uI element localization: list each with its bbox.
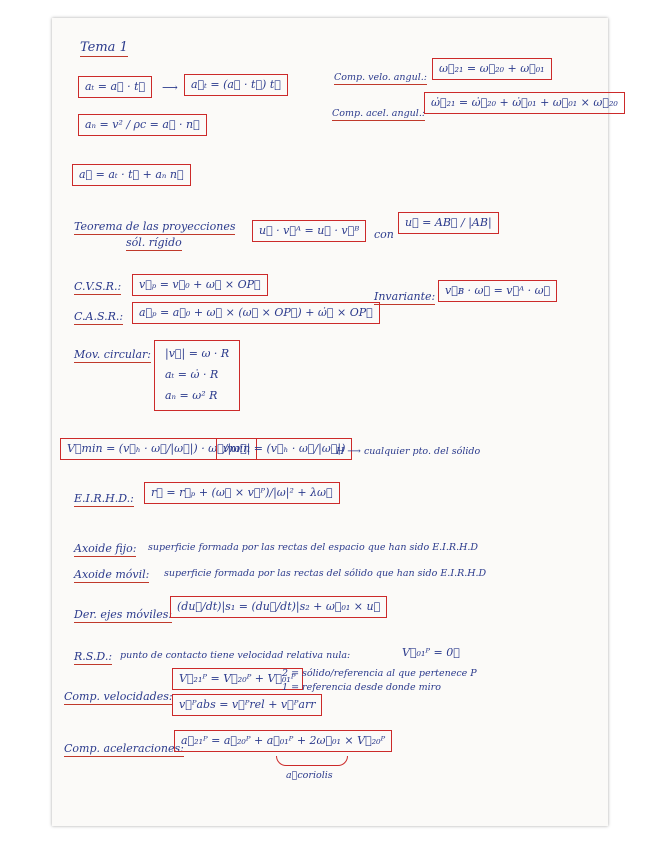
notebook-page: [52, 18, 618, 826]
comp-vel-label: Comp. velocidades:: [64, 690, 173, 703]
der-label: Der. ejes móviles:: [74, 608, 173, 621]
tangential-accel-box: aₜ = a⃗ · t⃗: [78, 76, 152, 98]
note-solid: 2 = sólido/referencia al que pertenece P: [282, 668, 477, 679]
axoide-fijo-label: Axoide fijo:: [74, 542, 137, 555]
axoide-fijo-text: superficie formada por las rectas del espacio que han sido E.I.R.H.D: [148, 542, 479, 553]
casr-label: C.A.S.R.:: [74, 310, 124, 323]
rsd-text: punto de contacto tiene velocidad relativa nula:: [120, 650, 351, 661]
proj-label-2: sól. rígido: [126, 236, 182, 249]
mov-line-2: aₜ = ω̇ · R: [165, 367, 219, 381]
rsd-label: R.S.D.:: [74, 650, 113, 663]
mov-line-1: |v⃗| = ω · R: [165, 347, 230, 360]
comp-acel-label: Comp. acel. angul.:: [332, 108, 426, 119]
implies-arrow: ⟶: [162, 81, 178, 94]
unit-vector-box: u⃗ = AB⃗ / |AB|: [398, 212, 499, 234]
axoide-movil-label: Axoide móvil:: [74, 568, 150, 581]
casr-box: a⃗ₚ = a⃗₀ + ω⃗ × (ω⃗ × OP⃗) + ω̇⃗ × OP⃗: [132, 302, 380, 324]
invariante-label: Invariante:: [374, 290, 436, 303]
coriolis-label: a⃗coriolis: [286, 770, 333, 781]
axoide-movil-text: superficie formada por las rectas del sólido que han sido E.I.R.H.D: [164, 568, 487, 579]
proj-label: Teorema de las proyecciones: [74, 220, 236, 233]
cvsr-box: v⃗ₚ = v⃗₀ + ω⃗ × OP⃗: [132, 274, 268, 296]
cvsr-label: C.V.S.R.:: [74, 280, 122, 293]
mov-circular-label: Mov. circular:: [74, 348, 152, 361]
eirhd-box: r⃗ = r⃗ₚ + (ω⃗ × v⃗ᴾ)/|ω|² + λω⃗: [144, 482, 340, 504]
vmin-note: H ⟶ cualquier pto. del sólido: [336, 446, 481, 457]
eirhd-label: E.I.R.H.D.:: [74, 492, 134, 505]
comp-vel-box-2: v⃗ᴾabs = v⃗ᴾrel + v⃗ᴾarr: [172, 694, 322, 716]
proj-box: u⃗ · v⃗ᴬ = u⃗ · v⃗ᴮ: [252, 220, 366, 242]
vmin-box-2: vmin = (v⃗ₕ · ω⃗/|ω⃗|): [216, 438, 352, 460]
con-word: con: [374, 228, 394, 241]
accel-sum-box: a⃗ = aₜ · t⃗ + aₙ n⃗: [72, 164, 191, 186]
comp-vel-box-1: V⃗₂₁ᴾ = V⃗₂₀ᴾ + V⃗₀₁ᴾ: [172, 668, 303, 690]
page-title: Tema 1: [80, 40, 128, 55]
invariante-box: v⃗ʙ · ω⃗ = v⃗ᴬ · ω⃗: [438, 280, 557, 302]
comp-acc-label: Comp. aceleraciones:: [64, 742, 184, 755]
comp-velo-label: Comp. velo. angul.:: [334, 72, 427, 83]
comp-acc-box: a⃗₂₁ᴾ = a⃗₂₀ᴾ + a⃗₀₁ᴾ + 2ω⃗₀₁ × V⃗₂₀ᴾ: [174, 730, 392, 752]
rsd-equation: V⃗₀₁ᴾ = 0⃗: [402, 646, 460, 659]
der-box: (du⃗/dt)|s₁ = (du⃗/dt)|s₂ + ω⃗₀₁ × u⃗: [170, 596, 387, 618]
normal-accel-box: aₙ = v² / ρc = a⃗ · n⃗: [78, 114, 207, 136]
mov-line-3: aₙ = ω² R: [165, 388, 218, 402]
coriolis-brace: [276, 756, 348, 766]
mov-circular-box: [154, 340, 240, 411]
note-reference: 1 = referencia desde donde miro: [282, 682, 441, 693]
comp-velo-box: ω⃗₂₁ = ω⃗₂₀ + ω⃗₀₁: [432, 58, 552, 80]
tangential-accel-vector-box: a⃗ₜ = (a⃗ · t⃗) t⃗: [184, 74, 288, 96]
comp-acel-box: ω̇⃗₂₁ = ω̇⃗₂₀ + ω̇⃗₀₁ + ω⃗₀₁ × ω⃗₂₀: [424, 92, 625, 114]
vmin-box-1: V⃗min = (v⃗ₕ · ω⃗/|ω⃗|) · ω⃗/|ω⃗|: [60, 438, 257, 460]
